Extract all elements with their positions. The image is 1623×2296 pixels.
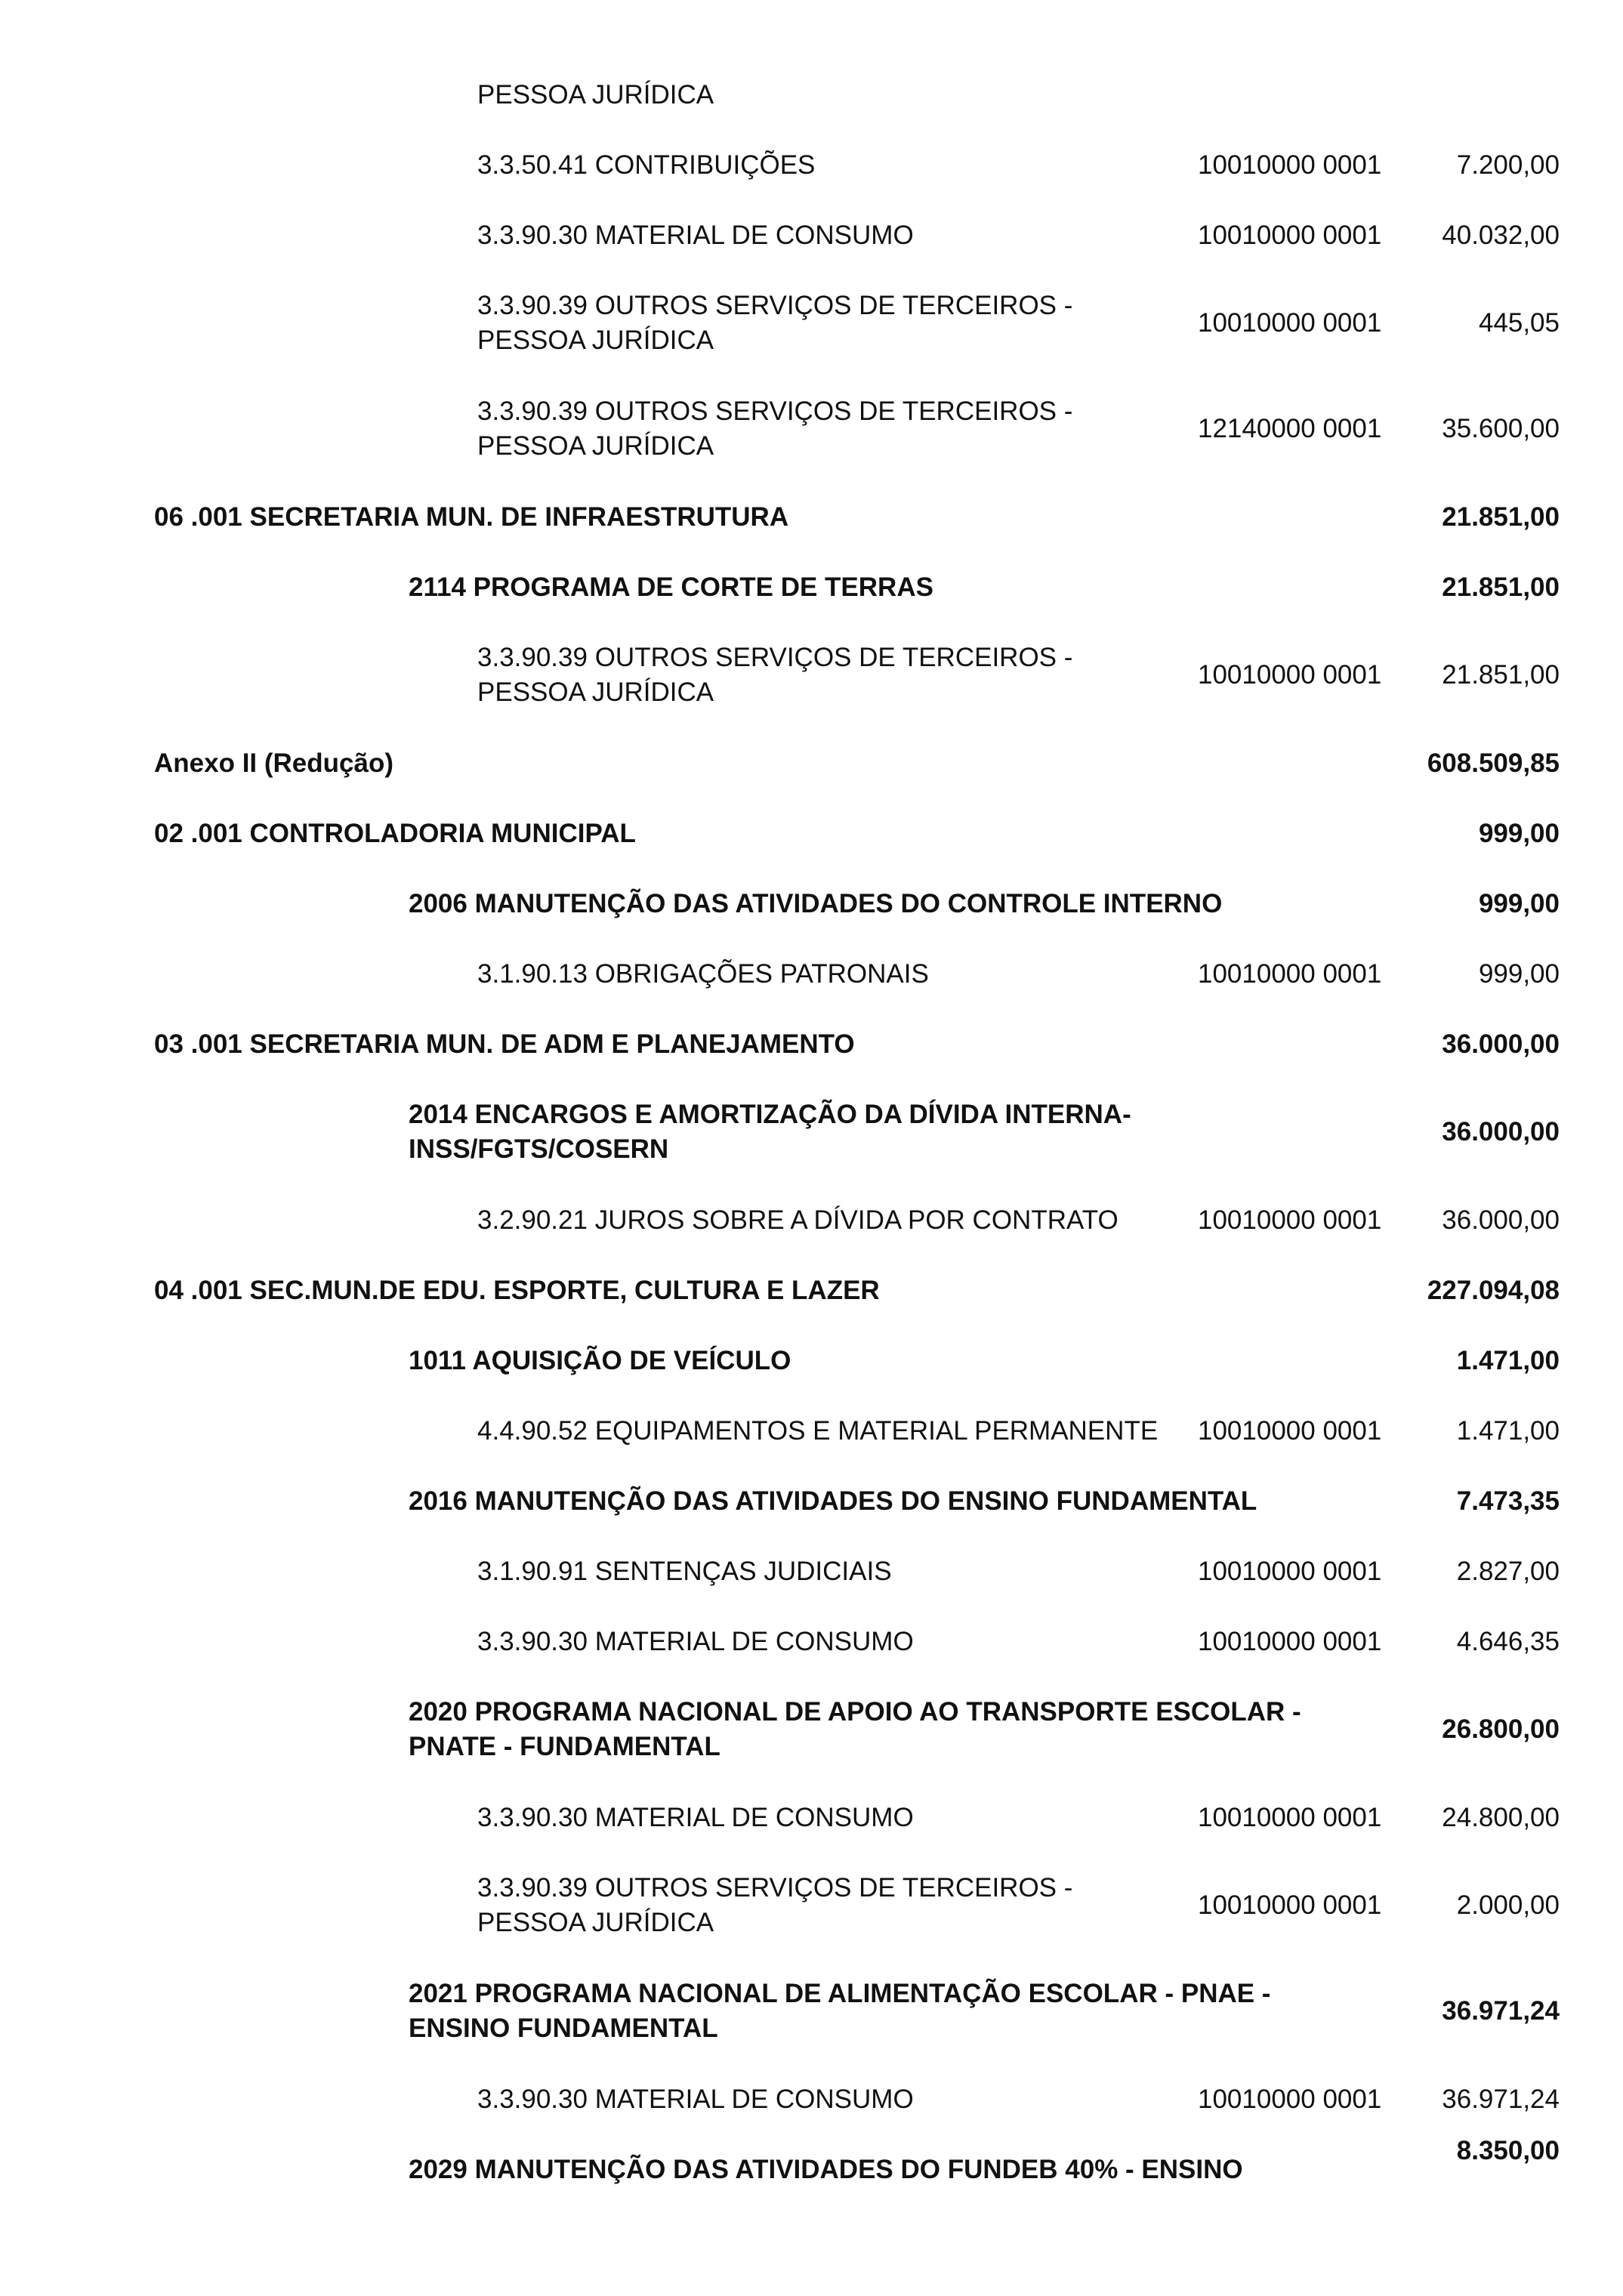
resource-code: 10010000 0001 <box>1198 221 1382 250</box>
row-description <box>154 816 636 851</box>
expense-item-row <box>0 957 1623 992</box>
description-line: 3.3.90.39 OUTROS SERVIÇOS DE TERCEIROS - <box>477 643 1073 672</box>
description-line: 3.3.90.30 MATERIAL DE CONSUMO <box>477 1803 914 1832</box>
description-line: 2020 PROGRAMA NACIONAL DE APOIO AO TRANSPORTE ESCOLAR - <box>409 1697 1301 1727</box>
description-line: 04 .001 SEC.MUN.DE EDU. ESPORTE, CULTURA E LAZER <box>154 1276 880 1305</box>
amount-value: 36.000,00 <box>1442 1029 1560 1059</box>
description-line: PESSOA JURÍDICA <box>477 677 714 707</box>
amount-value: 4.646,35 <box>1456 1627 1560 1656</box>
description-line: INSS/FGTS/COSERN <box>409 1134 669 1164</box>
description-line: 4.4.90.52 EQUIPAMENTOS E MATERIAL PERMANENTE <box>477 1416 1159 1446</box>
row-description <box>409 887 1222 921</box>
amount-value: 1.471,00 <box>1456 1346 1560 1375</box>
row-description <box>477 289 1072 358</box>
resource-code: 10010000 0001 <box>1198 1627 1382 1656</box>
program-row <box>0 1695 1623 1764</box>
row-description <box>477 1625 914 1659</box>
description-line: 3.1.90.91 SENTENÇAS JUDICIAIS <box>477 1557 892 1586</box>
description-line: 3.1.90.13 OBRIGAÇÕES PATRONAIS <box>477 959 929 989</box>
amount-value: 2.827,00 <box>1456 1557 1560 1586</box>
description-line: 1011 AQUISIÇÃO DE VEÍCULO <box>409 1346 791 1375</box>
resource-code: 10010000 0001 <box>1198 1416 1382 1446</box>
row-description <box>409 1097 1131 1167</box>
org-unit-row <box>0 1027 1623 1062</box>
row-description <box>409 1977 1270 2046</box>
org-unit-row <box>0 816 1623 851</box>
description-line: 06 .001 SECRETARIA MUN. DE INFRAESTRUTURA <box>154 502 789 532</box>
row-description <box>477 640 1072 710</box>
amount-value: 21.851,00 <box>1442 502 1560 532</box>
description-line: 3.3.90.39 OUTROS SERVIÇOS DE TERCEIROS - <box>477 397 1073 426</box>
expense-item-row <box>0 218 1623 253</box>
description-line: 2029 MANUTENÇÃO DAS ATIVIDADES DO FUNDEB 40% - ENSINO <box>409 2155 1243 2184</box>
description-line: 2006 MANUTENÇÃO DAS ATIVIDADES DO CONTROLE INTERNO <box>409 889 1223 918</box>
amount-value: 36.971,24 <box>1442 2085 1560 2114</box>
resource-code: 12140000 0001 <box>1198 414 1382 443</box>
row-description <box>477 218 914 253</box>
description-line: PESSOA JURÍDICA <box>477 326 714 355</box>
resource-code: 10010000 0001 <box>1198 150 1382 180</box>
expense-item-row <box>0 640 1623 710</box>
description-line: 3.3.90.39 OUTROS SERVIÇOS DE TERCEIROS - <box>477 291 1073 320</box>
description-line: 3.3.90.30 MATERIAL DE CONSUMO <box>477 1627 914 1656</box>
resource-code: 10010000 0001 <box>1198 1890 1382 1920</box>
expense-item-row <box>0 1414 1623 1449</box>
org-unit-row <box>0 500 1623 535</box>
row-description <box>477 148 815 183</box>
row-description <box>477 1203 1119 1238</box>
amount-value: 227.094,08 <box>1427 1276 1560 1305</box>
resource-code: 10010000 0001 <box>1198 959 1382 989</box>
description-line: 2016 MANUTENÇÃO DAS ATIVIDADES DO ENSINO FUNDAMENTAL <box>409 1486 1257 1516</box>
description-line: PNATE - FUNDAMENTAL <box>409 1732 720 1761</box>
description-line: 3.3.90.39 OUTROS SERVIÇOS DE TERCEIROS - <box>477 1873 1073 1903</box>
description-line: PESSOA JURÍDICA <box>477 1908 714 1937</box>
row-description <box>477 1414 1158 1449</box>
org-unit-row <box>0 1273 1623 1308</box>
program-row <box>0 570 1623 605</box>
expense-item-row <box>0 1801 1623 1835</box>
expense-item-row <box>0 1203 1623 1238</box>
description-line: ENSINO FUNDAMENTAL <box>409 2014 718 2043</box>
program-row <box>0 887 1623 921</box>
expense-item-row <box>0 78 1623 113</box>
description-line: PESSOA JURÍDICA <box>477 80 714 110</box>
amount-value: 24.800,00 <box>1442 1803 1560 1832</box>
expense-item-row <box>0 1554 1623 1589</box>
amount-value: 1.471,00 <box>1456 1416 1560 1446</box>
description-line: 3.3.90.30 MATERIAL DE CONSUMO <box>477 221 914 250</box>
row-description <box>477 1554 892 1589</box>
row-description <box>409 1484 1257 1519</box>
description-line: PESSOA JURÍDICA <box>477 431 714 461</box>
expense-item-row <box>0 2082 1623 2117</box>
description-line: 02 .001 CONTROLADORIA MUNICIPAL <box>154 819 636 848</box>
amount-value: 36.000,00 <box>1442 1205 1560 1235</box>
amount-value: 26.800,00 <box>1442 1714 1560 1744</box>
row-description <box>409 1695 1301 1764</box>
amount-value: 36.971,24 <box>1442 1996 1560 2026</box>
resource-code: 10010000 0001 <box>1198 1205 1382 1235</box>
program-row <box>0 1344 1623 1378</box>
row-description <box>477 394 1072 464</box>
resource-code: 10010000 0001 <box>1198 1803 1382 1832</box>
expense-item-row <box>0 394 1623 464</box>
description-line: 03 .001 SECRETARIA MUN. DE ADM E PLANEJAMENTO <box>154 1029 855 1059</box>
description-line: 2021 PROGRAMA NACIONAL DE ALIMENTAÇÃO ESCOLAR - PNAE - <box>409 1979 1271 2008</box>
amount-value: 999,00 <box>1478 889 1560 918</box>
amount-value: 40.032,00 <box>1442 221 1560 250</box>
row-description <box>154 500 788 535</box>
description-line: Anexo II (Redução) <box>154 748 393 778</box>
amount-value: 21.851,00 <box>1442 660 1560 690</box>
resource-code: 10010000 0001 <box>1198 2085 1382 2114</box>
row-description <box>477 1801 914 1835</box>
amount-value: 999,00 <box>1478 959 1560 989</box>
row-description <box>154 1273 880 1308</box>
row-description <box>409 570 933 605</box>
resource-code: 10010000 0001 <box>1198 1557 1382 1586</box>
row-description <box>154 746 393 781</box>
description-line: 3.3.90.30 MATERIAL DE CONSUMO <box>477 2085 914 2114</box>
description-line: 3.3.50.41 CONTRIBUIÇÕES <box>477 150 816 180</box>
description-line: 2114 PROGRAMA DE CORTE DE TERRAS <box>409 572 933 602</box>
amount-value: 35.600,00 <box>1442 414 1560 443</box>
amount-value: 445,05 <box>1478 308 1560 338</box>
program-row <box>0 1484 1623 1519</box>
row-description <box>409 1344 791 1378</box>
amount-value: 8.350,00 <box>1456 2136 1560 2165</box>
row-description <box>477 78 714 113</box>
row-description <box>477 957 929 992</box>
description-line: 3.2.90.21 JUROS SOBRE A DÍVIDA POR CONTRATO <box>477 1205 1119 1235</box>
expense-item-row <box>0 1625 1623 1659</box>
amount-value: 7.473,35 <box>1456 1486 1560 1516</box>
expense-item-row <box>0 148 1623 183</box>
description-line: 2014 ENCARGOS E AMORTIZAÇÃO DA DÍVIDA INTERNA- <box>409 1100 1131 1129</box>
expense-item-row <box>0 1871 1623 1940</box>
program-row <box>0 2136 1623 2187</box>
resource-code: 10010000 0001 <box>1198 308 1382 338</box>
amount-value: 999,00 <box>1478 819 1560 848</box>
amount-value: 2.000,00 <box>1456 1890 1560 1920</box>
amount-value: 608.509,85 <box>1427 748 1560 778</box>
row-description <box>477 2082 914 2117</box>
row-description <box>154 1027 855 1062</box>
resource-code: 10010000 0001 <box>1198 660 1382 690</box>
amount-value: 36.000,00 <box>1442 1117 1560 1146</box>
amount-value: 21.851,00 <box>1442 572 1560 602</box>
amount-value: 7.200,00 <box>1456 150 1560 180</box>
program-row <box>0 1097 1623 1167</box>
program-row <box>0 1977 1623 2046</box>
row-description <box>409 2152 1243 2187</box>
expense-item-row <box>0 289 1623 358</box>
row-description <box>477 1871 1072 1940</box>
org-unit-row <box>0 746 1623 781</box>
